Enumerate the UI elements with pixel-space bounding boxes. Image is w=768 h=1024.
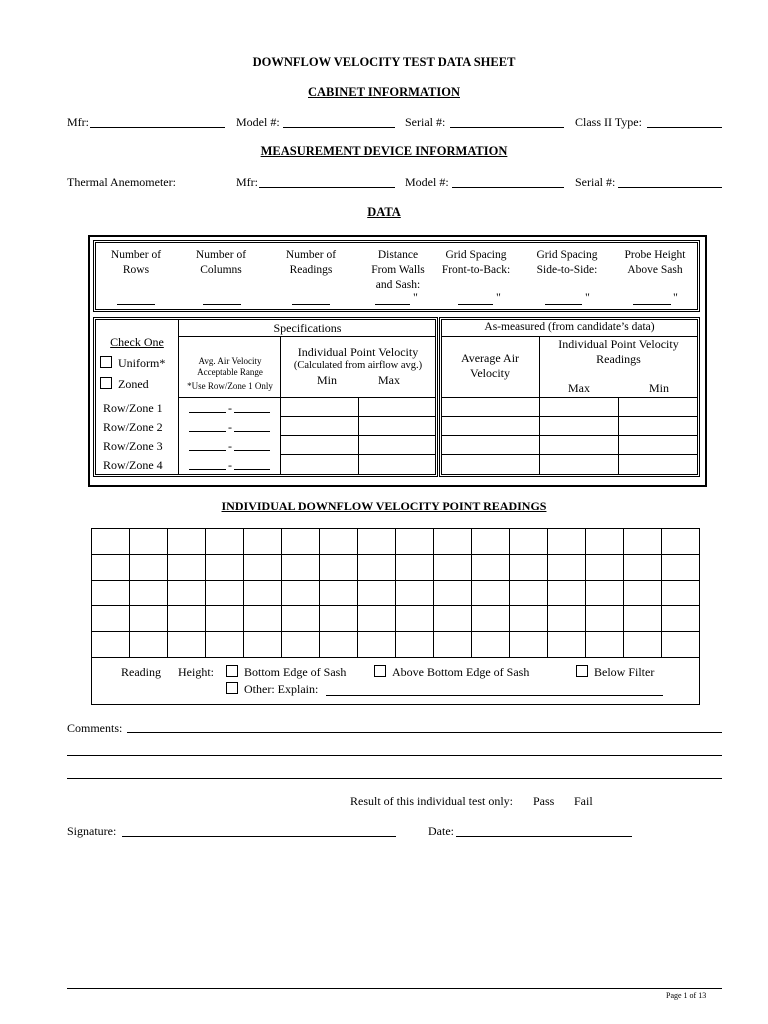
document-title: DOWNFLOW VELOCITY TEST DATA SHEET xyxy=(252,55,516,69)
device-info-heading: MEASUREMENT DEVICE INFORMATION xyxy=(260,144,508,158)
grid-cell[interactable] xyxy=(586,580,624,606)
grid-row xyxy=(92,632,700,658)
row-zone-4-label: Row/Zone 4 xyxy=(103,458,163,472)
zoned-option[interactable] xyxy=(100,377,149,392)
individual-point-velocity-label: Individual Point Velocity (Calculated from airflow avg.) xyxy=(293,345,423,371)
device-model-label: Model #: xyxy=(405,175,449,189)
grid-cell[interactable] xyxy=(168,606,206,632)
grid-cell[interactable] xyxy=(92,606,130,632)
uniform-checkbox[interactable] xyxy=(100,356,112,368)
grid-cell[interactable] xyxy=(244,580,282,606)
grid-cell[interactable] xyxy=(206,606,244,632)
grid-cell[interactable] xyxy=(130,580,168,606)
grid-cell[interactable] xyxy=(434,529,472,555)
grid-cell[interactable] xyxy=(320,632,358,658)
grid-cell[interactable] xyxy=(510,606,548,632)
bottom-edge-checkbox[interactable] xyxy=(226,665,238,677)
spec-max-label: Max xyxy=(378,373,400,387)
bottom-edge-label: Bottom Edge of Sash xyxy=(244,665,347,679)
side-to-side-field[interactable] xyxy=(545,304,582,305)
date-label: Date: xyxy=(428,824,454,838)
grid-cell[interactable] xyxy=(586,554,624,580)
grid-cell[interactable] xyxy=(548,580,586,606)
range-4-low[interactable] xyxy=(189,469,226,470)
grid-cell[interactable] xyxy=(662,632,700,658)
other-option[interactable] xyxy=(226,682,318,697)
grid-cell[interactable] xyxy=(396,606,434,632)
signature-label: Signature: xyxy=(67,824,117,838)
readings-grid xyxy=(91,528,700,658)
grid-cell[interactable] xyxy=(624,632,662,658)
probe-height-field[interactable] xyxy=(633,304,671,305)
above-bottom-option[interactable] xyxy=(374,665,529,680)
spec-min-label: Min xyxy=(316,373,337,387)
readings-field[interactable] xyxy=(292,304,330,305)
grid-cell[interactable] xyxy=(624,580,662,606)
page-number: Page 1 of 13 xyxy=(666,991,707,1000)
grid-cell[interactable] xyxy=(586,632,624,658)
below-filter-option[interactable] xyxy=(576,665,654,680)
readings-heading: INDIVIDUAL DOWNFLOW VELOCITY POINT READINGS xyxy=(221,499,547,513)
distance-inch-mark: " xyxy=(413,290,418,304)
uniform-label: Uniform* xyxy=(118,356,166,370)
grid-cell[interactable] xyxy=(472,632,510,658)
reading-label: Reading xyxy=(121,665,161,679)
below-filter-checkbox[interactable] xyxy=(576,665,588,677)
grid-cell[interactable] xyxy=(168,580,206,606)
grid-cell[interactable] xyxy=(206,554,244,580)
grid-cell[interactable] xyxy=(130,606,168,632)
measured-max-label: Max xyxy=(568,381,590,395)
grid-cell[interactable] xyxy=(282,554,320,580)
grid-cell[interactable] xyxy=(244,529,282,555)
range-3-high[interactable] xyxy=(234,450,270,451)
grid-cell[interactable] xyxy=(320,606,358,632)
grid-cell[interactable] xyxy=(282,606,320,632)
range-1-low[interactable] xyxy=(189,412,226,413)
grid-cell[interactable] xyxy=(358,606,396,632)
grid-cell[interactable] xyxy=(434,632,472,658)
grid-cell[interactable] xyxy=(396,554,434,580)
device-mfr-field[interactable] xyxy=(259,187,395,188)
grid-cell[interactable] xyxy=(472,554,510,580)
grid-cell[interactable] xyxy=(358,632,396,658)
height-label: Height: xyxy=(178,665,214,679)
rows-header: Number of Rows xyxy=(110,249,162,276)
grid-row xyxy=(92,529,700,555)
above-bottom-checkbox[interactable] xyxy=(374,665,386,677)
comments-line-3[interactable] xyxy=(67,778,722,779)
below-filter-label: Below Filter xyxy=(594,665,655,679)
fail-option[interactable]: Fail xyxy=(574,794,593,808)
measured-min-label: Min xyxy=(648,381,669,395)
grid-cell[interactable] xyxy=(320,554,358,580)
check-one-label: Check One xyxy=(110,335,164,349)
grid-cell[interactable] xyxy=(358,554,396,580)
grid-cell[interactable] xyxy=(510,580,548,606)
grid-cell[interactable] xyxy=(206,529,244,555)
average-air-velocity-label: Average Air Velocity xyxy=(460,351,520,380)
uniform-option[interactable] xyxy=(100,356,165,371)
side-inch-mark: " xyxy=(585,290,590,304)
distance-header: Distance From Walls and Sash: xyxy=(371,249,425,291)
front-to-back-field[interactable] xyxy=(458,304,493,305)
grid-cell[interactable] xyxy=(130,632,168,658)
grid-cell[interactable] xyxy=(510,529,548,555)
cabinet-class-label: Class II Type: xyxy=(575,115,642,129)
grid-row xyxy=(92,606,700,632)
zoned-checkbox[interactable] xyxy=(100,377,112,389)
range-1-high[interactable] xyxy=(234,412,270,413)
grid-cell[interactable] xyxy=(624,606,662,632)
grid-cell[interactable] xyxy=(662,554,700,580)
above-bottom-label: Above Bottom Edge of Sash xyxy=(392,665,530,679)
as-measured-label: As-measured (from candidate’s data) xyxy=(484,321,655,333)
result-label: Result of this individual test only: xyxy=(350,794,513,808)
cabinet-model-label: Model #: xyxy=(236,115,280,129)
cabinet-mfr-label: Mfr: xyxy=(67,115,89,129)
grid-cell[interactable] xyxy=(282,529,320,555)
grid-cell[interactable] xyxy=(472,529,510,555)
grid-cell[interactable] xyxy=(168,554,206,580)
grid-cell[interactable] xyxy=(92,632,130,658)
signature-field[interactable] xyxy=(122,836,396,837)
grid-cell[interactable] xyxy=(320,529,358,555)
grid-cell[interactable] xyxy=(130,554,168,580)
grid-cell[interactable] xyxy=(472,580,510,606)
columns-header: Number of Columns xyxy=(195,249,247,276)
grid-cell[interactable] xyxy=(510,554,548,580)
grid-cell[interactable] xyxy=(244,554,282,580)
cabinet-mfr-field[interactable] xyxy=(90,127,225,128)
probe-inch-mark: " xyxy=(673,290,678,304)
grid-cell[interactable] xyxy=(396,529,434,555)
avg-air-velocity-label: Avg. Air Velocity Acceptable Range *Use Row/Zone 1 Only xyxy=(187,356,273,391)
device-serial-field[interactable] xyxy=(618,187,722,188)
specifications-label: Specifications xyxy=(273,321,342,335)
grid-cell[interactable] xyxy=(548,632,586,658)
grid-cell[interactable] xyxy=(662,580,700,606)
grid-cell[interactable] xyxy=(282,632,320,658)
range-3-low[interactable] xyxy=(189,450,226,451)
device-model-field[interactable] xyxy=(452,187,564,188)
grid-cell[interactable] xyxy=(434,554,472,580)
row-zone-2-label: Row/Zone 2 xyxy=(103,420,163,434)
grid-cell[interactable] xyxy=(548,554,586,580)
grid-cell[interactable] xyxy=(168,529,206,555)
data-heading: DATA xyxy=(367,205,401,219)
distance-field[interactable] xyxy=(375,304,410,305)
comments-label: Comments: xyxy=(67,721,123,735)
cabinet-serial-field[interactable] xyxy=(450,127,564,128)
explain-field[interactable] xyxy=(326,695,663,696)
grid-cell[interactable] xyxy=(358,529,396,555)
device-mfr-label: Mfr: xyxy=(236,175,258,189)
other-checkbox[interactable] xyxy=(226,682,238,694)
grid-cell[interactable] xyxy=(548,529,586,555)
row-zone-3-label: Row/Zone 3 xyxy=(103,439,163,453)
grid-cell[interactable] xyxy=(586,529,624,555)
cabinet-model-field[interactable] xyxy=(283,127,395,128)
probe-height-header: Probe Height Above Sash xyxy=(624,249,686,276)
range-2-high[interactable] xyxy=(234,431,270,432)
grid-cell[interactable] xyxy=(92,554,130,580)
grid-cell[interactable] xyxy=(206,580,244,606)
comments-line-2[interactable] xyxy=(67,755,722,756)
grid-cell[interactable] xyxy=(168,632,206,658)
row-zone-1-label: Row/Zone 1 xyxy=(103,401,163,415)
cabinet-serial-label: Serial #: xyxy=(405,115,446,129)
bottom-edge-option[interactable] xyxy=(226,665,346,680)
grid-cell[interactable] xyxy=(358,580,396,606)
pass-option[interactable]: Pass xyxy=(533,794,555,808)
grid-cell[interactable] xyxy=(662,529,700,555)
columns-field[interactable] xyxy=(203,304,241,305)
other-label: Other: Explain: xyxy=(244,682,319,696)
measured-point-velocity-label: Individual Point Velocity Readings xyxy=(558,337,679,366)
comments-line-1[interactable] xyxy=(127,732,722,733)
date-field[interactable] xyxy=(456,836,632,837)
zoned-label: Zoned xyxy=(118,377,149,391)
grid-cell[interactable] xyxy=(586,606,624,632)
front-to-back-header: Grid Spacing Front-to-Back: xyxy=(441,249,511,276)
grid-row xyxy=(92,554,700,580)
readings-header: Number of Readings xyxy=(285,249,337,276)
grid-cell[interactable] xyxy=(624,529,662,555)
grid-cell[interactable] xyxy=(396,632,434,658)
grid-cell[interactable] xyxy=(434,606,472,632)
grid-cell[interactable] xyxy=(320,580,358,606)
cabinet-class-field[interactable] xyxy=(647,127,722,128)
row-zone-labels xyxy=(103,399,163,475)
device-serial-label: Serial #: xyxy=(575,175,616,189)
grid-cell[interactable] xyxy=(206,632,244,658)
front-inch-mark: " xyxy=(496,290,501,304)
cabinet-info-heading: CABINET INFORMATION xyxy=(308,85,460,99)
footer-rule xyxy=(67,988,722,989)
grid-cell[interactable] xyxy=(130,529,168,555)
grid-cell[interactable] xyxy=(396,580,434,606)
grid-row xyxy=(92,580,700,606)
range-2-low[interactable] xyxy=(189,431,226,432)
anemometer-label: Thermal Anemometer: xyxy=(67,175,176,189)
grid-cell[interactable] xyxy=(662,606,700,632)
grid-cell[interactable] xyxy=(624,554,662,580)
grid-cell[interactable] xyxy=(244,632,282,658)
grid-cell[interactable] xyxy=(92,529,130,555)
grid-cell[interactable] xyxy=(510,632,548,658)
grid-cell[interactable] xyxy=(282,580,320,606)
rows-field[interactable] xyxy=(117,304,155,305)
range-4-high[interactable] xyxy=(234,469,270,470)
grid-cell[interactable] xyxy=(92,580,130,606)
side-to-side-header: Grid Spacing Side-to-Side: xyxy=(536,249,598,276)
grid-cell[interactable] xyxy=(548,606,586,632)
grid-cell[interactable] xyxy=(472,606,510,632)
grid-cell[interactable] xyxy=(434,580,472,606)
grid-cell[interactable] xyxy=(244,606,282,632)
